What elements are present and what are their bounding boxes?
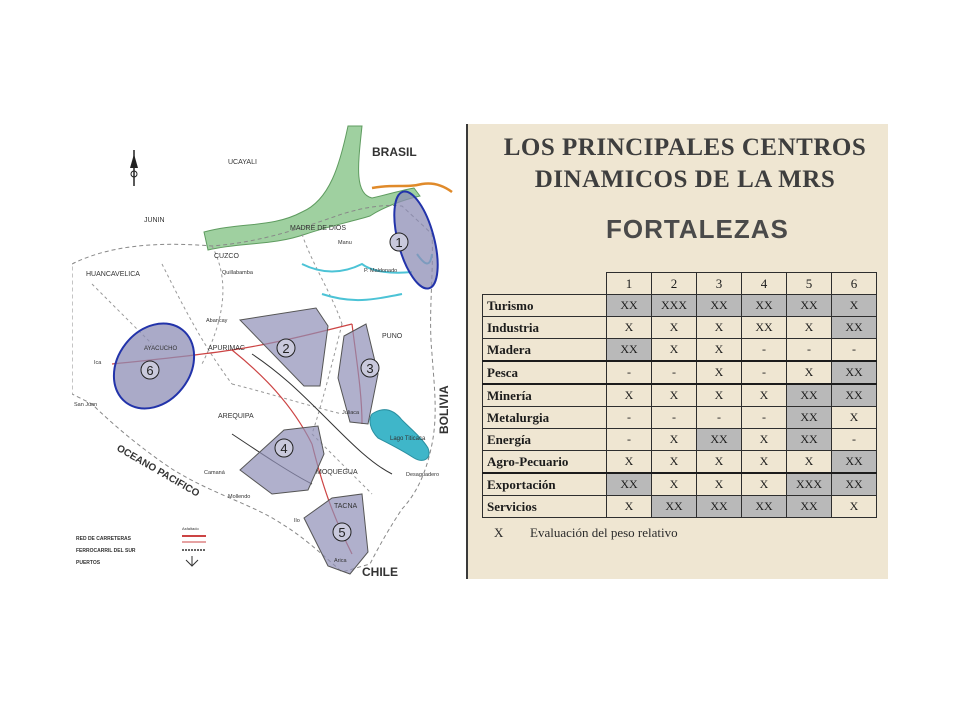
city-label-ica: Ica: [94, 360, 102, 366]
city-label-abancay: Abancay: [206, 318, 228, 324]
region-label-madre-de-dios: MADRE DE DIOS: [290, 225, 347, 232]
table-cell: -: [652, 407, 697, 429]
table-cell: X: [787, 451, 832, 474]
row-label: Pesca: [483, 361, 607, 384]
table-cell: XX: [832, 451, 877, 474]
table-cell: X: [607, 317, 652, 339]
city-label-juliaca: Juliaca: [342, 410, 360, 416]
city-label-quillabamba: Quillabamba: [222, 270, 253, 276]
table-cell: X: [697, 361, 742, 384]
table-row: [483, 295, 877, 317]
table-cell: X: [607, 384, 652, 407]
table-cell: X: [697, 384, 742, 407]
table-cell: XX: [742, 317, 787, 339]
table-cell: X: [652, 429, 697, 451]
table-row: [483, 451, 877, 474]
table-cell: XXX: [652, 295, 697, 317]
city-label-mollendo: Mollendo: [228, 494, 251, 500]
table-cell: X: [652, 473, 697, 496]
table-cell: XXX: [787, 473, 832, 496]
strengths-panel: [468, 124, 888, 579]
table-cell: XX: [607, 339, 652, 362]
table-cell: X: [607, 496, 652, 518]
city-label-arica: Arica: [334, 558, 347, 564]
strengths-table: [482, 272, 877, 518]
zone-2-label: 2: [282, 341, 290, 356]
table-cell: XX: [742, 295, 787, 317]
table-cell: X: [742, 384, 787, 407]
region-map: [72, 124, 466, 579]
city-label-ilo: Ilo: [294, 518, 300, 524]
table-row: [483, 339, 877, 362]
table-row: [483, 317, 877, 339]
city-label-puerto-maldonado: P. Maldonado: [364, 268, 398, 274]
table-cell: X: [787, 361, 832, 384]
city-label-desaguadero: Desaguadero: [406, 472, 440, 478]
zone-6-label: 6: [146, 363, 154, 378]
legend-note: [494, 525, 678, 541]
note-text: Evaluación del peso relativo: [530, 525, 678, 540]
map-legend: [76, 526, 206, 566]
row-label: Servicios: [483, 496, 607, 518]
lake-label: Lago Titicaca: [390, 436, 426, 442]
table-cell: X: [697, 317, 742, 339]
row-label: Agro-Pecuario: [483, 451, 607, 474]
region-label-cuzco: CUZCO: [214, 253, 239, 260]
region-label-junin: JUNIN: [144, 217, 165, 224]
table-cell: -: [607, 407, 652, 429]
row-label: Turismo: [483, 295, 607, 317]
legend-ports-label: PUERTOS: [76, 560, 101, 566]
country-label-bolivia: BOLIVIA: [437, 385, 451, 434]
legend-roads-label: RED DE CARRETERAS: [76, 536, 132, 542]
table-cell: XX: [652, 496, 697, 518]
region-label-ucayali: UCAYALI: [228, 159, 257, 166]
table-cell: XX: [832, 384, 877, 407]
table-cell: XX: [787, 295, 832, 317]
table-cell: -: [742, 361, 787, 384]
row-label: Energía: [483, 429, 607, 451]
row-label: Minería: [483, 384, 607, 407]
table-cell: -: [787, 339, 832, 362]
table-cell: XX: [697, 295, 742, 317]
zone-1-label: 1: [395, 235, 403, 250]
region-label-tacna: TACNA: [334, 503, 358, 510]
table-cell: XX: [787, 407, 832, 429]
table-cell: -: [652, 361, 697, 384]
column-header: 1: [607, 273, 652, 295]
row-label: Metalurgia: [483, 407, 607, 429]
table-cell: X: [832, 496, 877, 518]
table-cell: XX: [787, 384, 832, 407]
north-arrow-icon: [130, 150, 138, 186]
region-label-apurimac: APURIMAC: [208, 345, 245, 352]
region-label-moquegua: MOQUEGUA: [316, 469, 358, 476]
legend-railway-label: FERROCARRIL DEL SUR: [76, 548, 136, 554]
table-cell: X: [652, 339, 697, 362]
table-cell: -: [607, 361, 652, 384]
table-cell: XX: [787, 496, 832, 518]
table-cell: X: [697, 473, 742, 496]
table-cell: X: [742, 473, 787, 496]
city-label-san-juan: San Juan: [74, 402, 98, 408]
table-cell: -: [742, 407, 787, 429]
table-row: [483, 384, 877, 407]
row-label: Exportación: [483, 473, 607, 496]
table-cell: XX: [607, 473, 652, 496]
table-cell: X: [697, 451, 742, 474]
column-header: 2: [652, 273, 697, 295]
panel-title: [482, 132, 888, 196]
table-cell: XX: [697, 429, 742, 451]
column-header: 4: [742, 273, 787, 295]
table-cell: -: [607, 429, 652, 451]
table-row: [483, 496, 877, 518]
row-label: Madera: [483, 339, 607, 362]
row-label: Industria: [483, 317, 607, 339]
ocean-label: OCEANO PACIFICO: [114, 443, 202, 500]
table-cell: XX: [832, 361, 877, 384]
zone-3-label: 3: [366, 361, 374, 376]
anchor-icon: [186, 556, 198, 566]
title-line-1: LOS PRINCIPALES CENTROS: [503, 134, 867, 161]
table-cell: XX: [787, 429, 832, 451]
table-cell: X: [652, 384, 697, 407]
table-corner: [483, 273, 607, 295]
region-label-huancavelica: HUANCAVELICA: [86, 271, 140, 278]
country-label-chile: CHILE: [362, 565, 398, 579]
table-cell: X: [697, 339, 742, 362]
table-cell: -: [697, 407, 742, 429]
table-header-row: [483, 273, 877, 295]
column-header: 3: [697, 273, 742, 295]
city-label-camana: Camaná: [204, 470, 225, 476]
table-row: [483, 407, 877, 429]
table-cell: X: [742, 451, 787, 474]
city-label-manu: Manu: [338, 240, 352, 246]
note-symbol: X: [494, 525, 504, 540]
region-label-arequipa: AREQUIPA: [218, 413, 254, 420]
table-cell: X: [652, 317, 697, 339]
panel-subtitle: FORTALEZAS: [606, 214, 789, 244]
table-cell: XX: [832, 473, 877, 496]
table-cell: X: [652, 451, 697, 474]
table-cell: -: [832, 339, 877, 362]
table-cell: XX: [832, 317, 877, 339]
table-row: [483, 361, 877, 384]
country-label-brasil: BRASIL: [372, 145, 417, 159]
table-cell: X: [607, 451, 652, 474]
table-cell: X: [832, 295, 877, 317]
table-cell: X: [832, 407, 877, 429]
region-label-ayacucho: AYACUCHO: [144, 346, 178, 352]
table-row: [483, 429, 877, 451]
table-cell: X: [742, 429, 787, 451]
table-cell: XX: [607, 295, 652, 317]
table-row: [483, 473, 877, 496]
table-cell: -: [742, 339, 787, 362]
table-cell: X: [787, 317, 832, 339]
table-cell: XX: [742, 496, 787, 518]
slide-image: [72, 124, 888, 579]
zone-4-label: 4: [280, 441, 288, 456]
legend-sample-label: Asfaltado: [182, 526, 199, 531]
region-label-puno: PUNO: [382, 333, 403, 340]
table-cell: XX: [697, 496, 742, 518]
column-header: 5: [787, 273, 832, 295]
table-cell: -: [832, 429, 877, 451]
title-line-2: DINAMICOS DE LA MRS: [534, 166, 836, 193]
zone-5-label: 5: [338, 525, 346, 540]
map-canvas: [72, 124, 466, 579]
column-header: 6: [832, 273, 877, 295]
